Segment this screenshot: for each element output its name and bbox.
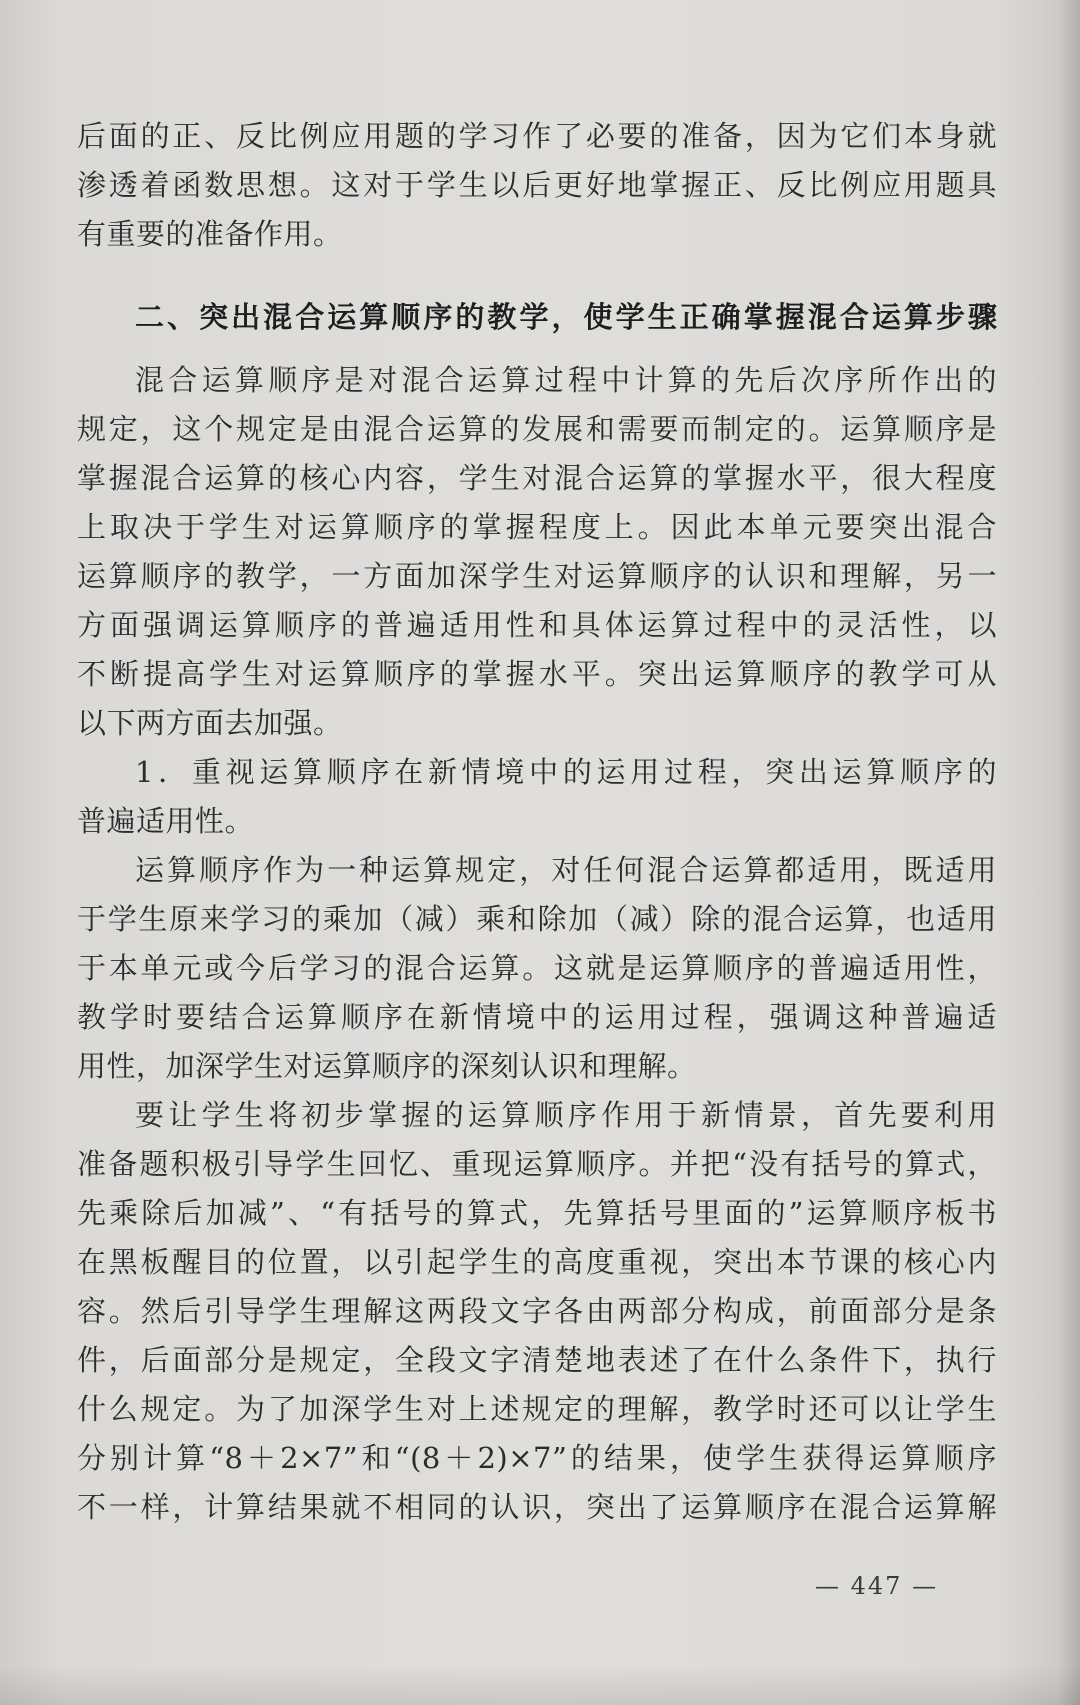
text-line: 普遍适用性。 xyxy=(77,804,255,838)
page-text xyxy=(77,112,997,1532)
text-line: 要让学生将初步掌握的运算顺序作用于新情景，首先要利用 xyxy=(135,1098,997,1132)
text-line: 准备题积极引导学生回忆、重现运算顺序。并把“没有括号的算式， xyxy=(77,1147,997,1181)
text-line: 运算顺序的教学，一方面加深学生对运算顺序的认识和理解，另一 xyxy=(77,559,997,593)
text-line: 用性，加深学生对运算顺序的深刻认识和理解。 xyxy=(77,1049,697,1083)
text-line: 规定，这个规定是由混合运算的发展和需要而制定的。运算顺序是 xyxy=(77,412,997,446)
text-line: 渗透着函数思想。这对于学生以后更好地掌握正、反比例应用题具 xyxy=(77,168,997,202)
text-line: 掌握混合运算的核心内容，学生对混合运算的掌握水平，很大程度 xyxy=(77,461,997,495)
text-line: 先乘除后加减”、“有括号的算式，先算括号里面的”运算顺序板书 xyxy=(77,1196,997,1230)
section-heading: 二、突出混合运算顺序的教学，使学生正确掌握混合运算步骤 xyxy=(135,300,997,334)
page-edge-shadow xyxy=(1058,0,1080,1705)
text-line: 件，后面部分是规定，全段文字清楚地表述了在什么条件下，执行 xyxy=(77,1343,997,1377)
text-line: 混合运算顺序是对混合运算过程中计算的先后次序所作出的 xyxy=(135,363,997,397)
page-bottom-shadow xyxy=(0,1665,1080,1705)
text-line: 什么规定。为了加深学生对上述规定的理解，教学时还可以让学生 xyxy=(77,1392,997,1426)
text-line: 上取决于学生对运算顺序的掌握程度上。因此本单元要突出混合 xyxy=(77,510,997,544)
text-line: 于学生原来学习的乘加（减）乘和除加（减）除的混合运算，也适用 xyxy=(77,902,997,936)
text-line: 运算顺序作为一种运算规定，对任何混合运算都适用，既适用 xyxy=(135,853,997,887)
text-line: 不断提高学生对运算顺序的掌握水平。突出运算顺序的教学可从 xyxy=(77,657,997,691)
text-line: 有重要的准备作用。 xyxy=(77,217,343,251)
text-line: 以下两方面去加强。 xyxy=(77,706,343,740)
text-line: 后面的正、反比例应用题的学习作了必要的准备，因为它们本身就 xyxy=(77,119,997,153)
text-line: 1．重视运算顺序在新情境中的运用过程，突出运算顺序的 xyxy=(135,755,997,789)
text-line: 教学时要结合运算顺序在新情境中的运用过程，强调这种普遍适 xyxy=(77,1000,997,1034)
page-number: — 447 — xyxy=(815,1572,939,1600)
text-line: 在黑板醒目的位置，以引起学生的高度重视，突出本节课的核心内 xyxy=(77,1245,997,1279)
text-line: 分别计算“8＋2×7”和“(8＋2)×7”的结果，使学生获得运算顺序 xyxy=(77,1441,997,1475)
text-line: 方面强调运算顺序的普遍适用性和具体运算过程中的灵活性，以 xyxy=(77,608,997,642)
text-line: 容。然后引导学生理解这两段文字各由两部分构成，前面部分是条 xyxy=(77,1294,997,1328)
text-line: 不一样，计算结果就不相同的认识，突出了运算顺序在混合运算解 xyxy=(77,1490,997,1524)
text-line: 于本单元或今后学习的混合运算。这就是运算顺序的普遍适用性， xyxy=(77,951,997,985)
